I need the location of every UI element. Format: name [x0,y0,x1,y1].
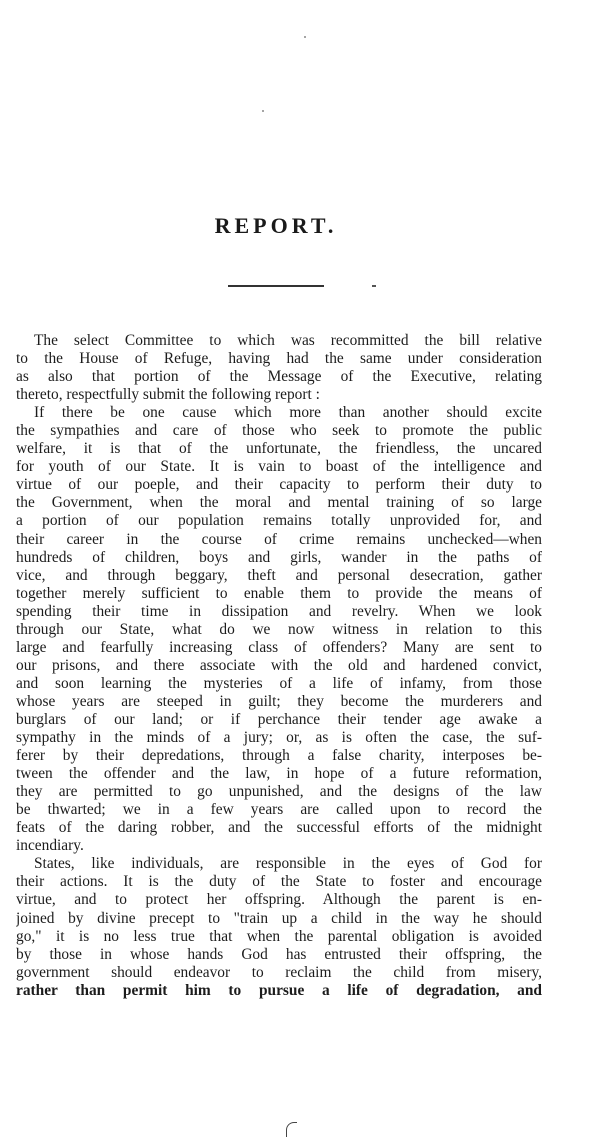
text-line: rather than permit him to pursue a life of degradation, and [16,981,542,999]
report-heading: REPORT. [214,213,338,238]
text-line: spending their time in dissipation and revelry. When we look [16,602,542,620]
text-line: burglars of our land; or if perchance their tender age awake a [16,710,542,728]
text-line: tween the offender and the law, in hope of a future reformation, [16,765,542,783]
text-line: the Government, when the moral and mental training of so large [16,494,542,512]
text-line: to the House of Refuge, having had the same under consideration [16,350,542,368]
text-line: for youth of our State. It is vain to boast of the intelligence and [16,458,542,476]
text-line: vice, and through beggary, theft and personal desecration, gather [16,566,542,584]
page-mark [286,1122,297,1137]
text-line: go," it is no less true that when the parental obligation is avoided [16,927,542,945]
text-line: the sympathies and care of those who seek to promote the public [16,422,542,440]
text-line: together merely sufficient to enable them to provide the means of [16,584,542,602]
text-line: welfare, it is that of the unfortunate, the friendless, the uncared [16,440,542,458]
text-line: whose years are steeped in guilt; they become the murderers and [16,692,542,710]
speck [262,110,264,112]
text-line: The select Committee to which was recommitted the bill relative [34,332,542,349]
text-line: our prisons, and there associate with the old and hardened convict, [16,656,542,674]
text-line: as also that portion of the Message of the Executive, relating [16,368,542,386]
text-line: ferer by their depredations, through a false charity, interposes be- [16,747,542,765]
text-line: virtue, and to protect her offspring. Although the parent is en- [16,891,542,909]
text-line: joined by divine precept to "train up a child in the way he should [16,909,542,927]
text-line: feats of the daring robber, and the successful efforts of the midnight [16,819,542,837]
text-line: hundreds of children, boys and girls, wander in the paths of [16,548,542,566]
speck [304,36,306,38]
text-line: be thwarted; we in a few years are called upon to record the [16,801,542,819]
text-line: and soon learning the mysteries of a life of infamy, from those [16,674,542,692]
text-line: by those in whose hands God has entrusted their offspring, the [16,945,542,963]
text-line: government should endeavor to reclaim the child from misery, [16,963,542,981]
text-line: If there be one cause which more than another should excite [34,404,542,422]
text-line: they are permitted to go unpunished, and the designs of the law [16,783,542,801]
text-line: thereto, respectfully submit the following report : [16,386,320,404]
rule-dot [372,285,376,287]
text-line: through our State, what do we now witness in relation to this [16,620,542,638]
text-line: large and fearfully increasing class of offenders? Many are sent to [16,638,542,656]
text-line: States, like individuals, are responsible in the eyes of God for [34,855,542,873]
text-line: their career in the course of crime remains unchecked—when [16,530,542,548]
report-body [16,332,542,1000]
ornamental-rule [228,285,324,287]
text-line: virtue of our poeple, and their capacity to perform their duty to [16,476,542,494]
text-line: sympathy in the minds of a jury; or, as is often the case, the suf- [16,729,542,747]
text-line: incendiary. [16,837,84,855]
text-line: their actions. It is the duty of the State to foster and encourage [16,873,542,891]
text-line: a portion of our population remains totally unprovided for, and [16,512,542,530]
